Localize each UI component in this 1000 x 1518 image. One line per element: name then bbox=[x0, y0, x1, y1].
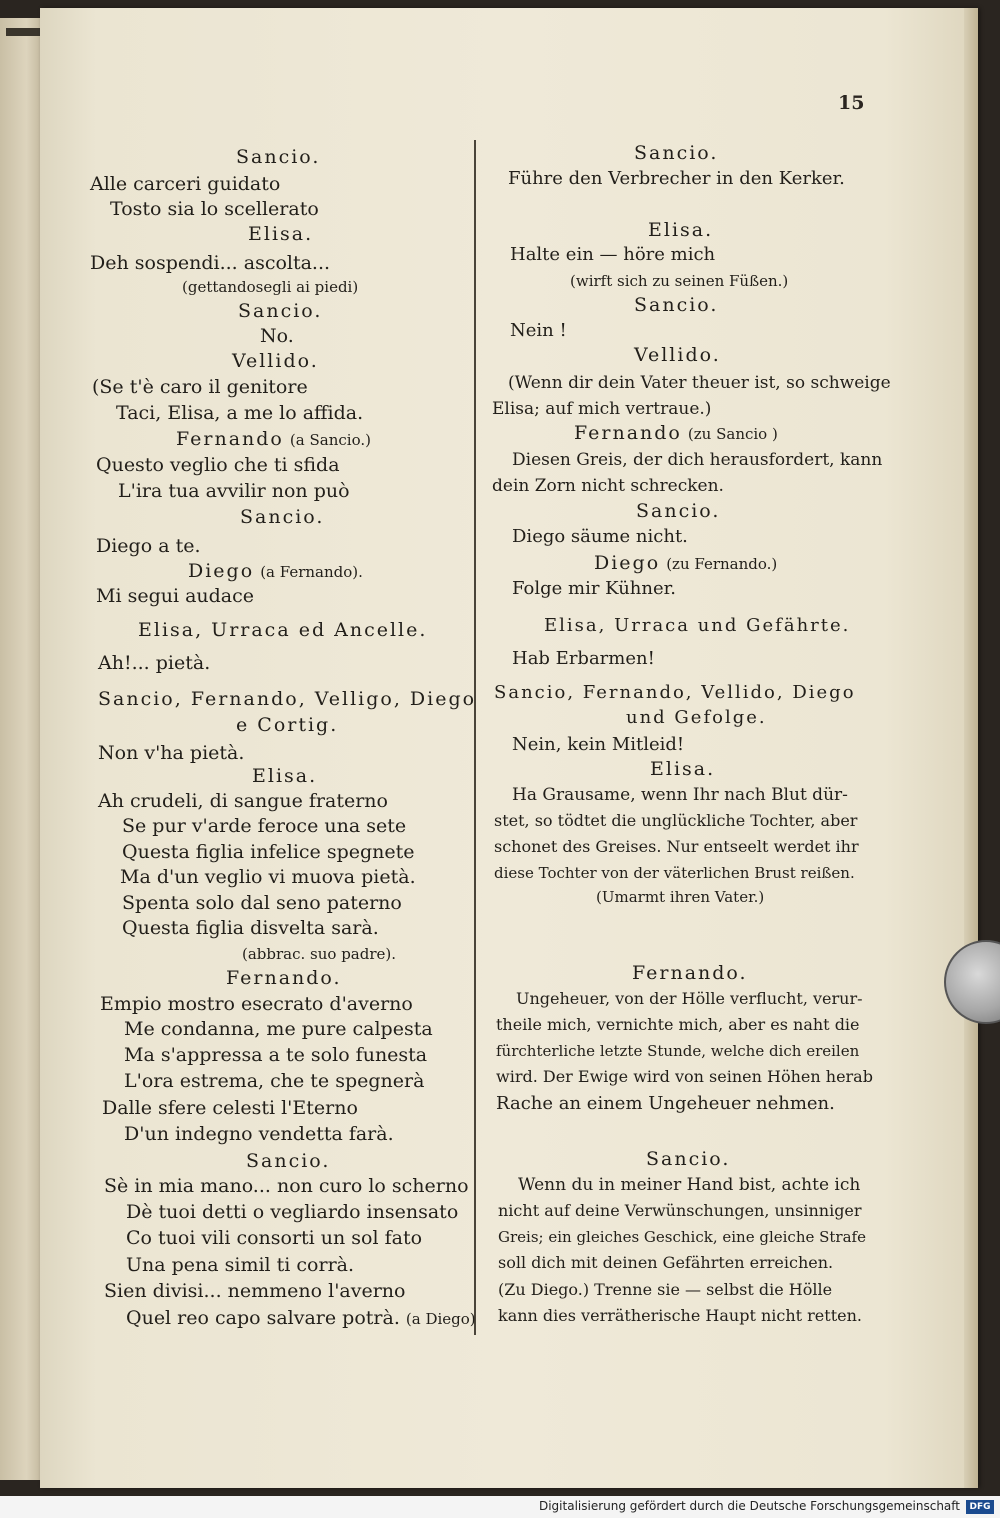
verse-line: Deh sospendi... ascolta... bbox=[90, 252, 331, 274]
page-number: 15 bbox=[838, 92, 865, 114]
speaker-name: Sancio, Fernando, Vellido, Diego bbox=[494, 682, 856, 703]
speaker-name: Vellido. bbox=[232, 350, 319, 372]
prose-line: Nein, kein Mitleid! bbox=[512, 734, 685, 755]
prose-line: Elisa; auf mich vertraue.) bbox=[492, 399, 712, 419]
prose-line: Ha Grausame, wenn Ihr nach Blut dür- bbox=[512, 785, 848, 805]
prose-line: Folge mir Kühner. bbox=[512, 578, 676, 599]
digitization-footer bbox=[0, 1496, 1000, 1518]
speaker-name: Vellido. bbox=[634, 344, 721, 366]
verse-line: Questo veglio che ti sfida bbox=[96, 454, 340, 476]
prose-line: Wenn du in meiner Hand bist, achte ich bbox=[518, 1175, 861, 1195]
verse-line: L'ira tua avvilir non può bbox=[118, 480, 350, 502]
verse-line: Mi segui audace bbox=[96, 585, 255, 607]
speaker-name: Sancio. bbox=[240, 506, 325, 528]
verse-line: No. bbox=[260, 325, 294, 347]
stage-direction: (Umarmt ihren Vater.) bbox=[596, 888, 765, 906]
speaker-name: Diego bbox=[594, 552, 661, 574]
speaker-name: Sancio. bbox=[238, 300, 323, 322]
verse-line: (Se t'è caro il genitore bbox=[92, 376, 308, 398]
speaker-name: Sancio. bbox=[634, 294, 719, 316]
stage-direction: (gettandosegli ai piedi) bbox=[182, 278, 359, 296]
prose-line: theile mich, vernichte mich, aber es naht die bbox=[496, 1015, 860, 1034]
speaker-name: Sancio. bbox=[636, 500, 721, 522]
verse-text: Quel reo capo salvare potrà. bbox=[126, 1307, 400, 1329]
verse-line: Empio mostro esecrato d'averno bbox=[100, 993, 413, 1015]
verse-line: Ah!... pietà. bbox=[98, 652, 211, 674]
prose-line: stet, so tödtet die unglückliche Tochter, aber bbox=[494, 811, 858, 830]
stage-direction: (a Diego) bbox=[405, 1310, 476, 1328]
verse-line: Co tuoi vili consorti un sol fato bbox=[126, 1227, 423, 1249]
prose-line: Nein ! bbox=[510, 320, 567, 341]
prose-line: dein Zorn nicht schrecken. bbox=[492, 476, 724, 496]
speaker-name: Elisa. bbox=[648, 219, 714, 241]
verse-line: Alle carceri guidato bbox=[90, 173, 281, 195]
prose-line: diese Tochter von der väterlichen Brust reißen. bbox=[494, 864, 855, 882]
speaker-name: Fernando bbox=[574, 422, 682, 444]
verse-line: D'un indegno vendetta farà. bbox=[124, 1123, 394, 1145]
verse-line: Ma d'un veglio vi muova pietà. bbox=[120, 866, 416, 888]
speaker-name: Elisa, Urraca ed Ancelle. bbox=[138, 619, 428, 641]
dfg-logo: DFG bbox=[966, 1500, 994, 1514]
prose-line: Greis; ein gleiches Geschick, eine gleiche Strafe bbox=[498, 1228, 866, 1246]
stage-direction: (zu Sancio ) bbox=[687, 425, 778, 443]
speaker-name: Sancio. bbox=[634, 142, 719, 164]
verse-line: Me condanna, me pure calpesta bbox=[124, 1018, 433, 1040]
stage-direction: (abbrac. suo padre). bbox=[242, 945, 397, 963]
verse-line: Questa figlia infelice spegnete bbox=[122, 841, 415, 863]
speaker-name: Elisa. bbox=[248, 223, 314, 245]
prose-line: Diesen Greis, der dich herausfordert, kann bbox=[512, 450, 883, 470]
speaker-name: Sancio. bbox=[646, 1148, 731, 1170]
prose-line: schonet des Greises. Nur entseelt werdet ihr bbox=[494, 837, 859, 856]
speaker-name: und Gefolge. bbox=[626, 707, 767, 728]
prose-line: kann dies verrätherische Haupt nicht retten. bbox=[498, 1306, 862, 1325]
speaker-name: Elisa, Urraca und Gefährte. bbox=[544, 615, 851, 636]
verse-line: Dalle sfere celesti l'Eterno bbox=[102, 1097, 358, 1119]
speaker-name: Sancio. bbox=[236, 146, 321, 168]
verse-line: Diego a te. bbox=[96, 535, 201, 557]
speaker-line bbox=[188, 560, 363, 583]
verse-line: Dè tuoi detti o vegliardo insensato bbox=[126, 1201, 459, 1223]
verse-line: Taci, Elisa, a me lo affida. bbox=[116, 402, 364, 424]
column-divider bbox=[474, 140, 476, 1335]
verse-line: Questa figlia disvelta sarà. bbox=[122, 917, 379, 939]
speaker-name: Diego bbox=[188, 560, 255, 582]
prose-line: nicht auf deine Verwünschungen, unsinniger bbox=[498, 1201, 862, 1220]
prose-line: wird. Der Ewige wird von seinen Höhen herab bbox=[496, 1067, 873, 1086]
prose-line: fürchterliche letzte Stunde, welche dich ereilen bbox=[496, 1042, 860, 1060]
speaker-name: Fernando. bbox=[632, 962, 748, 984]
speaker-name: Sancio. bbox=[246, 1150, 331, 1172]
speaker-name: Fernando. bbox=[226, 967, 342, 989]
page-right-edge bbox=[964, 8, 978, 1488]
speaker-name: e Cortig. bbox=[236, 714, 339, 736]
speaker-line bbox=[574, 422, 778, 445]
speaker-name: Fernando bbox=[176, 428, 284, 450]
verse-line: Una pena simil ti corrà. bbox=[126, 1254, 355, 1276]
stage-direction: (zu Fernando.) bbox=[666, 555, 778, 573]
prose-line: (Zu Diego.) Trenne sie — selbst die Hölle bbox=[498, 1280, 833, 1299]
prose-line: Ungeheuer, von der Hölle verflucht, verur- bbox=[516, 989, 863, 1008]
prose-line: Diego säume nicht. bbox=[512, 526, 688, 547]
prose-line: Führe den Verbrecher in den Kerker. bbox=[508, 168, 845, 189]
verse-line bbox=[126, 1307, 476, 1330]
stage-direction: (wirft sich zu seinen Füßen.) bbox=[570, 272, 789, 290]
stage-direction: (a Fernando). bbox=[260, 563, 363, 581]
prose-line: Rache an einem Ungeheuer nehmen. bbox=[496, 1093, 835, 1114]
prose-line: soll dich mit deinen Gefährten erreichen. bbox=[498, 1253, 834, 1272]
verse-line: Non v'ha pietà. bbox=[98, 742, 245, 764]
prose-line: Halte ein — höre mich bbox=[510, 244, 716, 265]
verse-line: Se pur v'arde feroce una sete bbox=[122, 815, 407, 837]
verse-line: Sien divisi... nemmeno l'averno bbox=[104, 1280, 406, 1302]
footer-credit: Digitalisierung gefördert durch die Deutsche Forschungsgemeinschaft bbox=[538, 1499, 960, 1513]
stage-direction: (a Sancio.) bbox=[289, 431, 371, 449]
speaker-name: Elisa. bbox=[252, 765, 318, 787]
verse-line: Ah crudeli, di sangue fraterno bbox=[98, 790, 388, 812]
verse-line: Ma s'appressa a te solo funesta bbox=[124, 1044, 428, 1066]
prose-line: Hab Erbarmen! bbox=[512, 648, 655, 669]
verse-line: Tosto sia lo scellerato bbox=[110, 198, 319, 220]
speaker-line bbox=[176, 428, 371, 451]
speaker-name: Elisa. bbox=[650, 758, 716, 780]
speaker-line bbox=[594, 552, 777, 575]
prose-line: (Wenn dir dein Vater theuer ist, so schweige bbox=[508, 373, 891, 393]
verse-line: Spenta solo dal seno paterno bbox=[122, 892, 402, 914]
verse-line: L'ora estrema, che te spegnerà bbox=[124, 1070, 425, 1092]
verse-line: Sè in mia mano... non curo lo scherno bbox=[104, 1175, 469, 1197]
speaker-name: Sancio, Fernando, Velligo, Diego bbox=[98, 688, 477, 710]
